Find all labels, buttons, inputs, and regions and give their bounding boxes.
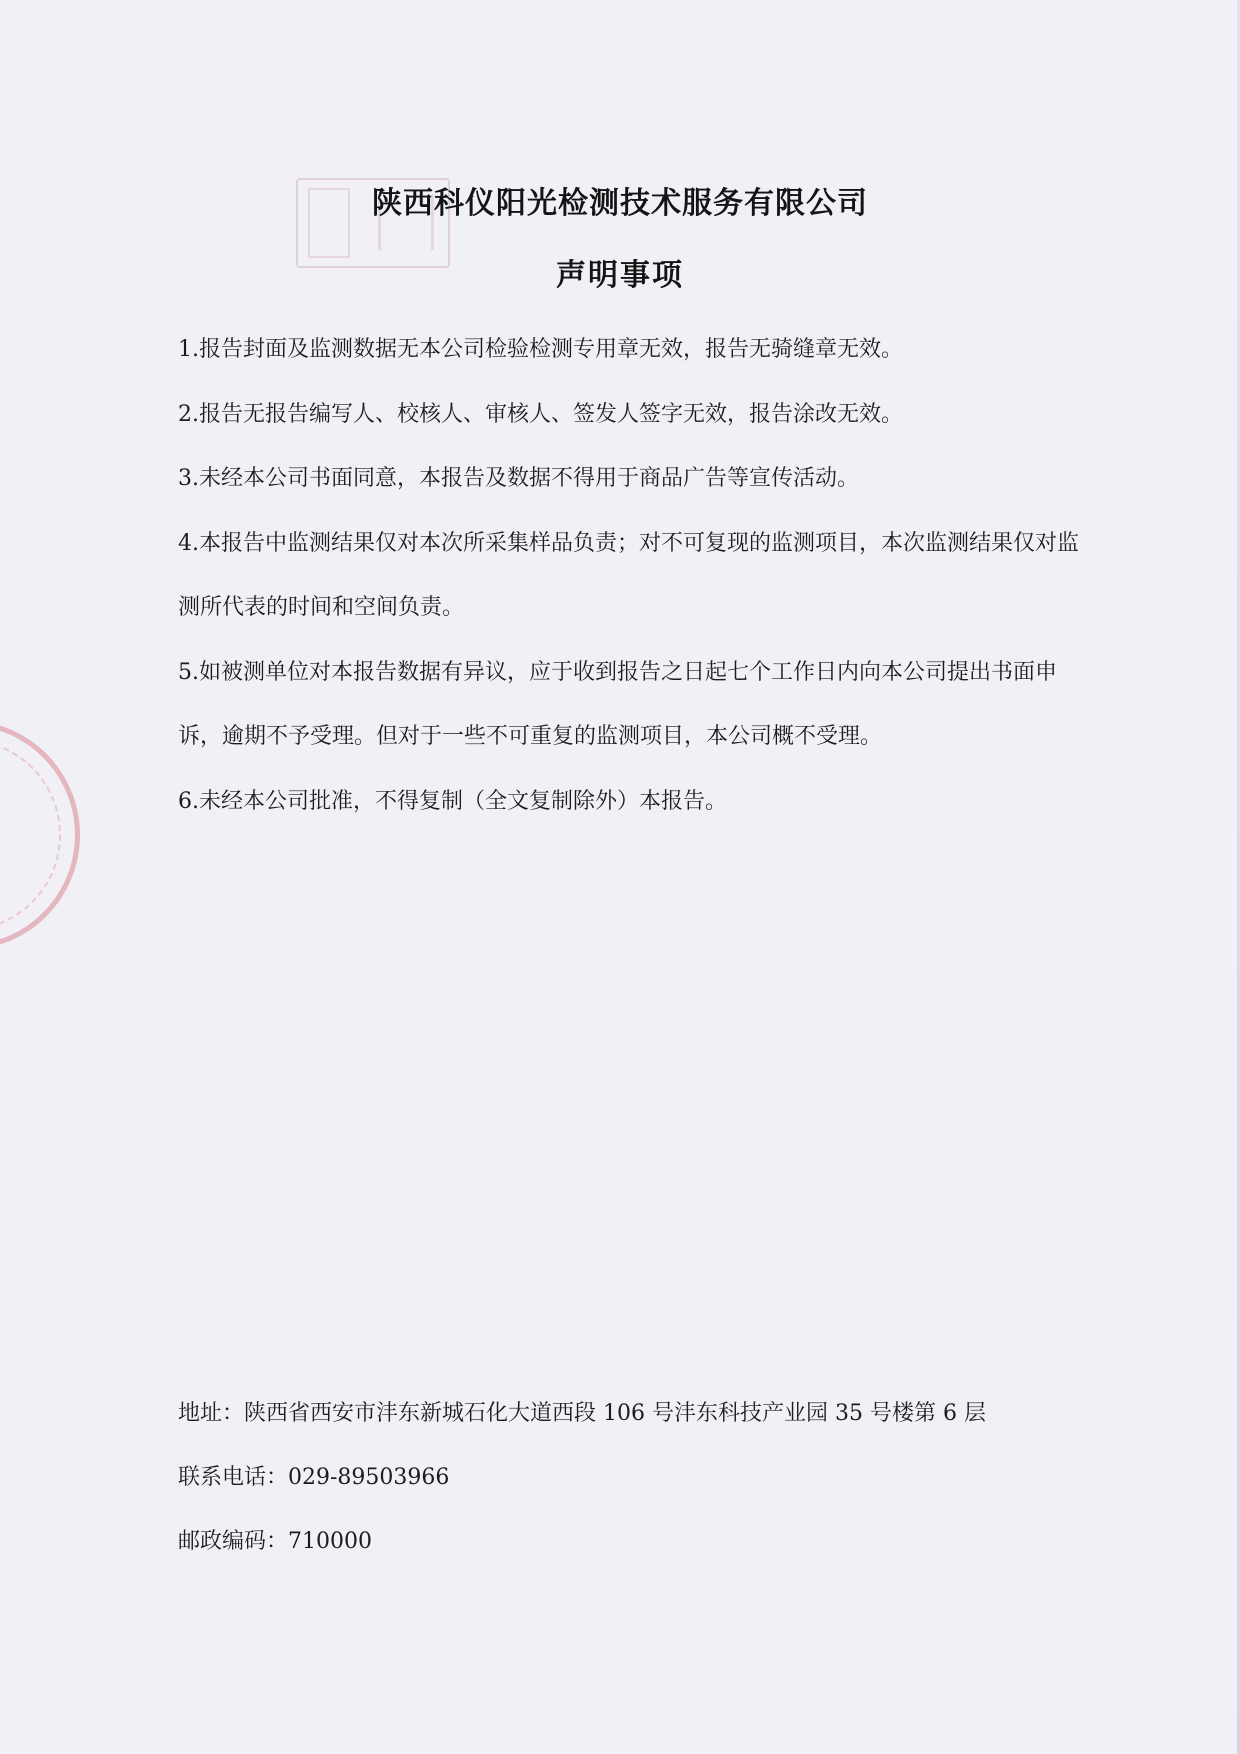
company-title: 陕西科仪阳光检测技术服务有限公司 — [372, 186, 868, 221]
notice-item-2: 2.报告无报告编写人、校核人、审核人、签发人签字无效，报告涂改无效。 — [178, 401, 903, 427]
phone-line: 联系电话：029-89503966 — [178, 1465, 450, 1490]
contact-block — [178, 1382, 1138, 1574]
postal-code-line: 邮政编码：710000 — [178, 1529, 372, 1554]
notice-item-6: 6.未经本公司批准，不得复制（全文复制除外）本报告。 — [178, 788, 727, 814]
notice-item-4: 4.本报告中监测结果仅对本次所采集样品负责；对不可复现的监测项目，本次监测结果仅对监测所代表的时间和空间负责。 — [178, 530, 1079, 620]
notice-item-5: 5.如被测单位对本报告数据有异议，应于收到报告之日起七个工作日内向本公司提出书面申诉，逾期不予受理。但对于一些不可重复的监测项目，本公司概不受理。 — [178, 659, 1057, 749]
notice-item-3: 3.未经本公司书面同意，本报告及数据不得用于商品广告等宣传活动。 — [178, 466, 859, 491]
address-line: 地址：陕西省西安市沣东新城石化大道西段 106 号沣东科技产业园 35 号楼第 6 层 — [178, 1401, 986, 1426]
notice-items-list — [178, 318, 1088, 834]
notice-title: 声明事项 — [556, 258, 684, 293]
partial-red-seal — [0, 720, 80, 950]
notice-item-1: 1.报告封面及监测数据无本公司检验检测专用章无效，报告无骑缝章无效。 — [178, 337, 903, 362]
